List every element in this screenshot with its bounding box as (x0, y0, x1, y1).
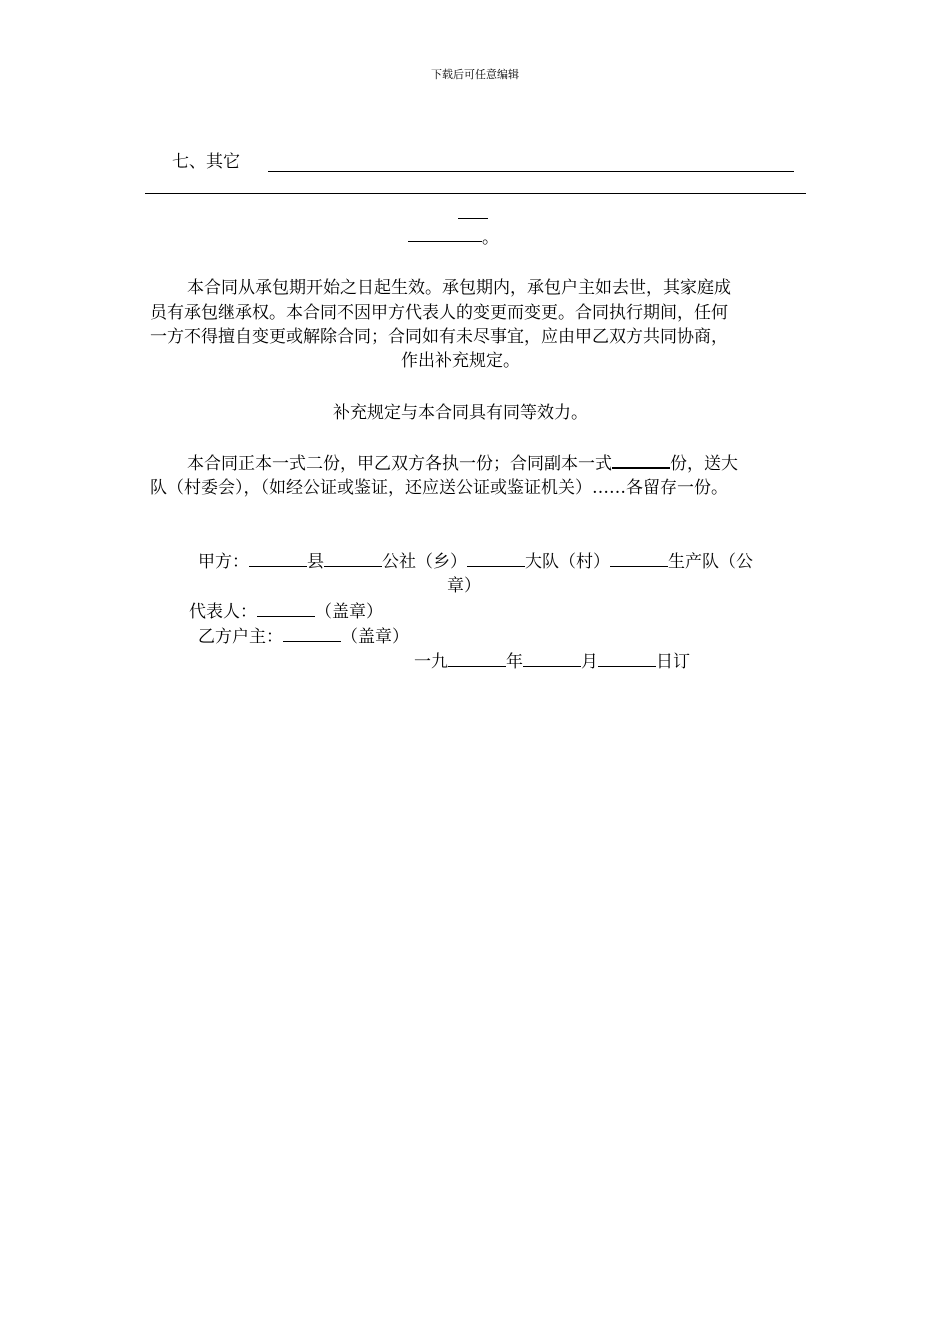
county-blank (249, 549, 307, 567)
copies-blank (612, 451, 670, 469)
para2-text: 补充规定与本合同具有同等效力。 (333, 403, 588, 423)
para3-line2: 队（村委会），（如经公证或鉴证，还应送公证或鉴证机关）……各留存一份。 (150, 478, 728, 498)
para1-line3: 一方不得擅自变更或解除合同；合同如有未尽事宜，应由甲乙双方共同协商， (150, 327, 728, 347)
day-blank (598, 649, 656, 667)
county-label: 县 (307, 552, 324, 572)
representative-label: 代表人： (189, 602, 257, 622)
date-line (414, 649, 690, 674)
brigade-label: 大队（村） (525, 552, 610, 572)
fill-line-4 (408, 241, 482, 242)
section7-label: 七、其它 (172, 152, 240, 172)
para3-line1-b: 份，送大 (670, 454, 738, 474)
fill-line-3 (458, 218, 488, 219)
party-a-label: 甲方： (198, 552, 249, 572)
representative-line (189, 599, 383, 624)
party-b-seal: （盖章） (341, 627, 409, 647)
month-label: 月 (581, 652, 598, 672)
commune-blank (324, 549, 382, 567)
brigade-blank (467, 549, 525, 567)
year-blank (448, 649, 506, 667)
party-a-line (198, 549, 753, 574)
fill-line-1 (268, 171, 794, 172)
section7-end-mark: 。 (482, 228, 499, 248)
day-label: 日订 (656, 652, 690, 672)
party-b-label: 乙方户主： (198, 627, 283, 647)
para3-line1-a: 本合同正本一式二份，甲乙双方各执一份；合同副本一式 (187, 454, 612, 474)
para3-line1 (187, 451, 738, 476)
party-b-blank (283, 624, 341, 642)
commune-label: 公社（乡） (382, 552, 467, 572)
party-a-seal-end: 章） (447, 576, 481, 596)
para1-line1: 本合同从承包期开始之日起生效。承包期内，承包户主如去世，其家庭成 (187, 278, 731, 298)
fill-line-2 (145, 193, 806, 194)
team-label: 生产队（公 (668, 552, 753, 572)
month-blank (523, 649, 581, 667)
page-header: 下载后可任意编辑 (431, 68, 519, 81)
representative-seal: （盖章） (315, 602, 383, 622)
representative-blank (257, 599, 315, 617)
year-label: 年 (506, 652, 523, 672)
date-prefix: 一九 (414, 652, 448, 672)
para1-line4: 作出补充规定。 (401, 351, 520, 371)
team-blank (610, 549, 668, 567)
party-b-line (198, 624, 409, 649)
para1-line2: 员有承包继承权。本合同不因甲方代表人的变更而变更。合同执行期间，任何 (150, 303, 728, 323)
